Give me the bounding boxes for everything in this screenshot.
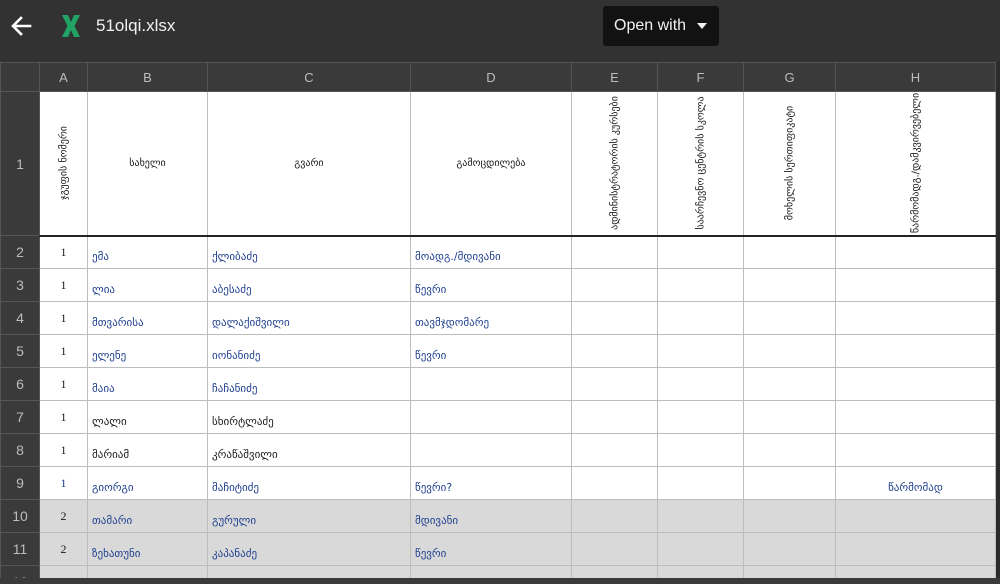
header-text-d: გამოცდილება xyxy=(456,157,526,169)
column-header-e[interactable]: E xyxy=(572,63,658,92)
cell-h[interactable] xyxy=(836,533,996,566)
cell-text-d: თავმჯდომარე xyxy=(415,315,490,329)
cell-text-d: წევრი xyxy=(415,282,447,296)
cell-text-h xyxy=(840,545,991,553)
cell-h[interactable] xyxy=(836,302,996,335)
table-row xyxy=(1,236,996,269)
cell-text-a: 2 xyxy=(60,541,67,556)
table-row xyxy=(1,500,996,533)
cell-text-c: კაპანაძე xyxy=(212,546,258,560)
table-row xyxy=(1,335,996,368)
cell-h[interactable] xyxy=(836,467,996,500)
cell-text-d: მოადგ./მდივანი xyxy=(415,249,501,263)
top-toolbar xyxy=(0,0,1000,62)
cell-text-c: ჩაჩანიძე xyxy=(212,381,258,395)
cell-text-a: 1 xyxy=(60,475,67,490)
table-row xyxy=(1,269,996,302)
row-header[interactable]: 1 xyxy=(1,92,40,236)
cell-b[interactable] xyxy=(88,236,208,269)
cell-f[interactable] xyxy=(658,236,744,269)
cell-text-h xyxy=(840,413,991,421)
cell-text-a: 1 xyxy=(60,409,67,424)
cell-h[interactable] xyxy=(836,368,996,401)
cell-a[interactable] xyxy=(40,236,88,269)
header-text-b: სახელი xyxy=(129,157,166,169)
cell-text-b: ლია xyxy=(92,282,115,296)
cell-text-b: ემა xyxy=(92,249,109,263)
cell-h[interactable] xyxy=(836,236,996,269)
row-header[interactable]: 2 xyxy=(1,236,40,269)
header-text-a: ჯგუფის ნომერი xyxy=(58,126,69,201)
cell-text-b: მთვარისა xyxy=(92,315,144,329)
cell-g[interactable] xyxy=(744,533,836,566)
cell-text-a: 1 xyxy=(60,442,67,457)
cell-f[interactable] xyxy=(658,401,744,434)
cell-f[interactable] xyxy=(658,302,744,335)
cell-b[interactable] xyxy=(88,533,208,566)
cell-a[interactable] xyxy=(40,500,88,533)
cell-f[interactable] xyxy=(658,467,744,500)
cell-h[interactable] xyxy=(836,500,996,533)
cell-a[interactable] xyxy=(40,302,88,335)
cell-d[interactable] xyxy=(411,401,572,434)
cell-text-a: 2 xyxy=(60,508,67,523)
header-cell-b[interactable] xyxy=(88,92,208,236)
cell-f[interactable] xyxy=(658,434,744,467)
corner-cell[interactable] xyxy=(1,63,40,92)
cell-text-d xyxy=(415,380,567,388)
column-header-d[interactable]: D xyxy=(411,63,572,92)
column-header-h[interactable]: H xyxy=(836,63,996,92)
row-header[interactable]: 6 xyxy=(1,368,40,401)
cell-c[interactable] xyxy=(208,401,411,434)
cell-g[interactable] xyxy=(744,401,836,434)
cell-b[interactable] xyxy=(88,269,208,302)
cell-text-c: ქლიბაძე xyxy=(212,249,258,263)
cell-d[interactable] xyxy=(411,533,572,566)
row-header[interactable]: 3 xyxy=(1,269,40,302)
cell-h[interactable] xyxy=(836,269,996,302)
cell-text-c: გურული xyxy=(212,513,257,527)
column-header-b[interactable]: B xyxy=(88,63,208,92)
cell-text-b: მარიამ xyxy=(92,447,130,461)
cell-text-d xyxy=(415,413,567,421)
column-header-g[interactable]: G xyxy=(744,63,836,92)
cell-b[interactable] xyxy=(88,500,208,533)
cell-h[interactable] xyxy=(836,335,996,368)
cell-text-b: ლალი xyxy=(92,414,127,428)
cell-e[interactable] xyxy=(572,302,658,335)
header-cell-h[interactable] xyxy=(836,92,996,236)
cell-b[interactable] xyxy=(88,335,208,368)
row-header[interactable]: 9 xyxy=(1,467,40,500)
column-header-c[interactable]: C xyxy=(208,63,411,92)
cell-g[interactable] xyxy=(744,434,836,467)
header-cell-f[interactable] xyxy=(658,92,744,236)
cell-text-a: 1 xyxy=(60,376,67,391)
cell-c[interactable] xyxy=(208,269,411,302)
cell-text-h xyxy=(840,380,991,388)
row-header[interactable]: 5 xyxy=(1,335,40,368)
cell-a[interactable] xyxy=(40,434,88,467)
cell-f[interactable] xyxy=(658,335,744,368)
data-rows xyxy=(1,236,996,584)
cell-e[interactable] xyxy=(572,533,658,566)
cell-a[interactable] xyxy=(40,269,88,302)
table-row xyxy=(1,434,996,467)
header-text-e: ადმინისტრატორის კურსები xyxy=(609,96,620,231)
cell-f[interactable] xyxy=(658,533,744,566)
cell-h[interactable] xyxy=(836,434,996,467)
table-row xyxy=(1,401,996,434)
cell-text-h xyxy=(840,446,991,454)
cell-e[interactable] xyxy=(572,368,658,401)
cell-a[interactable] xyxy=(40,467,88,500)
cell-text-a: 1 xyxy=(60,277,67,292)
cell-c[interactable] xyxy=(208,302,411,335)
cell-d[interactable] xyxy=(411,368,572,401)
cell-f[interactable] xyxy=(658,500,744,533)
cell-d[interactable] xyxy=(411,434,572,467)
cell-text-a: 1 xyxy=(60,343,67,358)
cell-g[interactable] xyxy=(744,269,836,302)
row-header[interactable]: 7 xyxy=(1,401,40,434)
cell-b[interactable] xyxy=(88,467,208,500)
header-text-h: წარმომადგ./დამკვირვებელი xyxy=(910,93,921,234)
cell-text-h xyxy=(840,347,991,355)
header-cell-a[interactable] xyxy=(40,92,88,236)
cell-c[interactable] xyxy=(208,236,411,269)
cell-c[interactable] xyxy=(208,533,411,566)
sheet-grid xyxy=(0,62,996,584)
cell-g[interactable] xyxy=(744,236,836,269)
cell-c[interactable] xyxy=(208,368,411,401)
cell-text-h: წარმომად xyxy=(888,480,943,494)
row-header[interactable]: 11 xyxy=(1,533,40,566)
excel-file-icon xyxy=(60,13,82,39)
cell-text-c: იონანიძე xyxy=(212,348,261,362)
cell-c[interactable] xyxy=(208,434,411,467)
cell-a[interactable] xyxy=(40,401,88,434)
open-with-button[interactable] xyxy=(603,6,719,46)
sheet-bottom-edge xyxy=(0,578,1000,584)
header-cell-g[interactable] xyxy=(744,92,836,236)
cell-e[interactable] xyxy=(572,500,658,533)
cell-text-c: აბესაძე xyxy=(212,282,252,296)
table-row xyxy=(1,368,996,401)
header-text-c: გვარი xyxy=(294,157,324,169)
cell-text-c: მაჩიტიძე xyxy=(212,480,259,494)
cell-text-b: მაია xyxy=(92,381,115,395)
header-cell-c[interactable] xyxy=(208,92,411,236)
spreadsheet-view[interactable] xyxy=(0,62,1000,584)
cell-text-d: მდივანი xyxy=(415,513,459,527)
cell-e[interactable] xyxy=(572,269,658,302)
column-header-a[interactable]: A xyxy=(40,63,88,92)
column-header-f[interactable]: F xyxy=(658,63,744,92)
cell-b[interactable] xyxy=(88,302,208,335)
cell-text-c: დალაქიშვილი xyxy=(212,315,290,329)
cell-g[interactable] xyxy=(744,467,836,500)
cell-g[interactable] xyxy=(744,500,836,533)
cell-e[interactable] xyxy=(572,467,658,500)
cell-c[interactable] xyxy=(208,467,411,500)
row-header[interactable]: 8 xyxy=(1,434,40,467)
cell-text-b: ზეხათუნი xyxy=(92,546,141,560)
cell-text-c: სხირტლაძე xyxy=(212,414,274,428)
cell-d[interactable] xyxy=(411,302,572,335)
cell-text-d xyxy=(415,446,567,454)
cell-a[interactable] xyxy=(40,533,88,566)
cell-g[interactable] xyxy=(744,368,836,401)
cell-text-h xyxy=(840,248,991,256)
cell-text-h xyxy=(840,512,991,520)
file-name: 51olqi.xlsx xyxy=(96,16,176,35)
cell-e[interactable] xyxy=(572,434,658,467)
cell-text-d: წევრი xyxy=(415,546,447,560)
back-arrow-icon[interactable] xyxy=(8,12,36,40)
cell-h[interactable] xyxy=(836,401,996,434)
cell-b[interactable] xyxy=(88,368,208,401)
header-text-g: მოხელის სერთიფიკატი xyxy=(784,106,795,221)
header-cell-d[interactable] xyxy=(411,92,572,236)
cell-d[interactable] xyxy=(411,269,572,302)
table-row xyxy=(1,467,996,500)
cell-text-d: წევრი xyxy=(415,348,447,362)
cell-b[interactable] xyxy=(88,434,208,467)
row-header[interactable]: 10 xyxy=(1,500,40,533)
cell-text-a: 1 xyxy=(60,310,67,325)
table-row xyxy=(1,533,996,566)
cell-d[interactable] xyxy=(411,335,572,368)
cell-d[interactable] xyxy=(411,500,572,533)
cell-text-c: კრაწაშვილი xyxy=(212,447,278,461)
cell-a[interactable] xyxy=(40,335,88,368)
cell-f[interactable] xyxy=(658,368,744,401)
cell-d[interactable] xyxy=(411,467,572,500)
cell-f[interactable] xyxy=(658,269,744,302)
cell-e[interactable] xyxy=(572,401,658,434)
table-row xyxy=(1,302,996,335)
cell-c[interactable] xyxy=(208,500,411,533)
cell-d[interactable] xyxy=(411,236,572,269)
cell-c[interactable] xyxy=(208,335,411,368)
caret-down-icon xyxy=(697,23,707,29)
cell-a[interactable] xyxy=(40,368,88,401)
header-cell-e[interactable] xyxy=(572,92,658,236)
cell-text-h xyxy=(840,314,991,322)
row-header[interactable]: 4 xyxy=(1,302,40,335)
cell-e[interactable] xyxy=(572,335,658,368)
header-text-f: საარჩევნო ცენტრის სკოლა xyxy=(695,96,706,230)
cell-text-d: წევრი? xyxy=(415,480,453,494)
cell-text-b: ელენე xyxy=(92,348,127,362)
cell-text-a: 1 xyxy=(60,244,67,259)
cell-g[interactable] xyxy=(744,335,836,368)
cell-text-b: თამარი xyxy=(92,513,133,527)
cell-g[interactable] xyxy=(744,302,836,335)
open-with-label: Open with xyxy=(614,17,687,34)
cell-e[interactable] xyxy=(572,236,658,269)
cell-b[interactable] xyxy=(88,401,208,434)
cell-text-h xyxy=(840,281,991,289)
cell-text-b: გიორგი xyxy=(92,480,134,494)
